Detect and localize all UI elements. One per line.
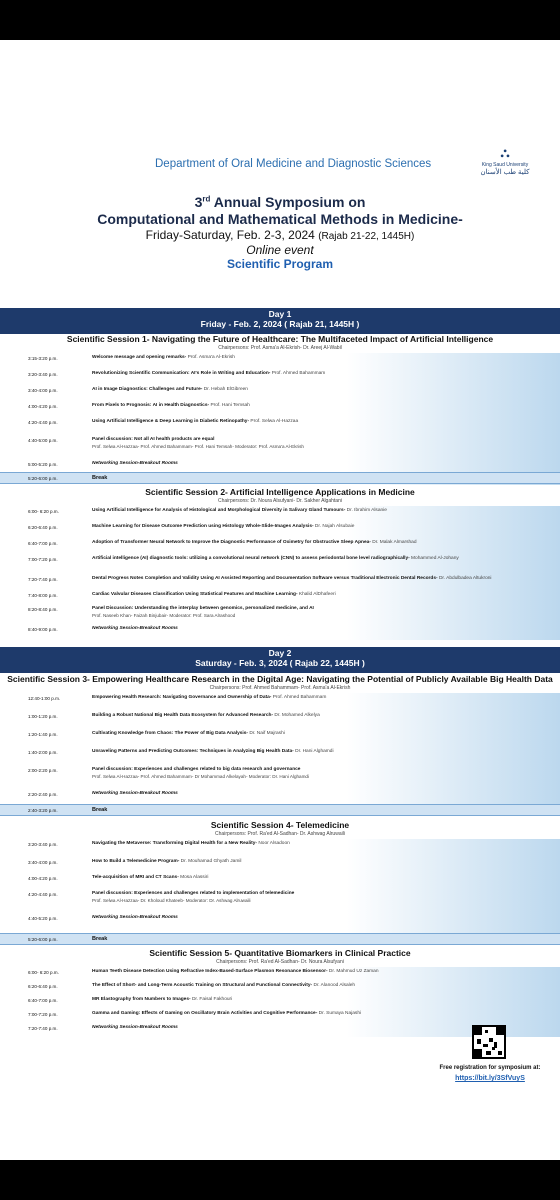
session-time: 7:20-7:40 p.m. [28,577,58,582]
talk-entry [92,387,554,393]
speaker-name: Dr. Alanood Alsaleh [312,983,356,988]
networking-session [92,791,554,797]
day-date: Saturday - Feb. 3, 2024 ( Rajab 22, 1445H ) [195,658,365,668]
talk-title: Building a Robust National Big Health Data Ecosystem for Advanced Research- [92,713,274,718]
bottom-frame [0,1160,560,1200]
session-title: Scientific Session 1- Navigating the Future of Healthcare: The Multifaceted Impact of Artificial Intelligence [66,334,494,344]
program-row [0,967,560,981]
talk-entry [92,731,554,737]
talk-title: Gamma and Gaming: Effects of Gaming on Oscillatory Brain Activities and Cognitive Performance- [92,1011,318,1016]
talk-title: Adoption of Transformer Neural Network to Improve the Diagnostic Performance of Oximetry for Obstructive Sleep Apnea- [92,540,371,545]
talk-title: Revolutionizing Scientific Communication: AI's Role in Writing and Education- [92,371,271,376]
program-row [0,765,560,789]
talk-entry [92,419,554,425]
talk-entry [92,606,554,612]
registration-text: Free registration for symposium at: [439,1065,541,1071]
logo-english-text: King Saud University [481,162,529,168]
symposium-title-line1: 3rd Annual Symposium on [194,194,366,210]
program-row [0,522,560,538]
talk-title: Artificial intelligence (AI) diagnostic tools: utilizing a convolutional neural network (CNN) to assess periodontal bone level radiographically- [92,556,410,561]
session-title: Scientific Session 4- Telemedicine [210,820,350,830]
program-row [0,857,560,873]
panelists: Prof. Naseeb Khan- Faizah Binjubair- Moderator: Prof. Sara Alrashood [92,613,236,618]
session-time: 3:20-3:40 p.m. [28,842,58,847]
session-time: 4:20-4:40 p.m. [28,892,58,897]
session-time: 6:00- 6:20 p.m. [28,970,59,975]
day-header-day1 [0,308,560,334]
speaker-name: Mosa Alassiri [178,875,209,880]
program-row [0,574,560,590]
talk-title: Networking Session-Breakout Rooms [92,1025,178,1030]
speaker-name: Dr. Mouhamad Ghyath Jamil [179,859,242,864]
session-time: 1:40-2:00 p.m. [28,750,58,755]
qr-module [498,1051,502,1055]
program-row [0,435,560,459]
event-dates: Friday-Saturday, Feb. 2-3, 2024 (Rajab 21-22, 1445H) [145,228,415,242]
talk-entry [92,713,554,719]
talk-title: Networking Session-Breakout Rooms [92,626,178,631]
session-time: 1:20-1:40 p.m. [28,732,58,737]
break-label: Break [92,475,108,481]
session-time: 6:40-7:00 p.m. [28,998,58,1003]
program-row [0,981,560,995]
session-time: 6:20-6:40 p.m. [28,525,58,530]
talk-entry [92,592,554,598]
talk-entry [92,371,554,377]
program-row [0,353,560,369]
talk-title: Panel Discussion: Understanding the interplay between genomics, personalized medicine, and AI [92,606,314,611]
top-frame [0,0,560,40]
day-label: Day 1 [268,309,292,319]
talk-title: Dental Progress Notes Completion and Validity Using AI Assisted Reporting and Documentation Software versus Traditional Electronic Dental Records- [92,576,438,581]
session-chairpersons: Chairpersons: Prof. Ra'ed Al-Sadhan- Dr. Ashwag Alruwaili [215,831,345,837]
session-time: 8:40-9:00 p.m. [28,627,58,632]
symposium-title-line2: Computational and Mathematical Methods in Medicine- [97,211,463,227]
registration-link[interactable]: https://bit.ly/3SfVuyS [455,1075,525,1082]
qr-module [496,1027,504,1035]
qr-module [477,1039,481,1044]
talk-entry [92,403,554,409]
qr-module [486,1051,491,1055]
talk-entry [92,859,554,865]
speaker-name: Dr. Hani Alghamdi [293,749,334,754]
session-time: 4:40-5:00 p.m. [28,438,58,443]
speaker-name: Dr. Faisal Fakhouri [190,997,233,1002]
break-time: 2:40-3:20 p.m. [28,808,58,813]
break-time: 5:20-6:00 p.m. [28,476,58,481]
talk-title: MR Elastography from Numbers to Images- [92,997,191,1002]
department-name: Department of Oral Medicine and Diagnostic Sciences [155,158,432,170]
break-row [0,804,560,816]
talk-entry [92,540,554,546]
program-row [0,538,560,554]
talk-entry [92,355,554,361]
session-time: 8:20-8:40 p.m. [28,607,58,612]
program-row [0,604,560,624]
break-row [0,472,560,484]
session-time: 7:00-7:20 p.m. [28,557,58,562]
program-row [0,624,560,640]
program-row [0,506,560,522]
qr-module [474,1027,482,1035]
program-row [0,873,560,889]
program-row [0,711,560,729]
session-chairpersons: Chairpersons: Prof. Ra'ed Al-Sadhan- Dr. Noura Alsufyani [216,959,344,965]
session-time: 3:40-4:00 p.m. [28,388,58,393]
networking-session [92,626,554,632]
speaker-name: Dr. Najah Alsubaie [313,524,355,529]
speaker-name: Dr. Sumaya Najashi [317,1011,362,1016]
session-time: 6:00- 6:20 p.m. [28,509,59,514]
program-row [0,889,560,913]
session-time: 12:40-1:00 p.m. [28,696,61,701]
program-row [0,417,560,435]
talk-entry [92,1011,554,1017]
session-time: 7:20-7:40 p.m. [28,1026,58,1031]
talk-entry [92,997,554,1003]
talk-entry [92,556,554,562]
program-row [0,995,560,1009]
session-time: 3:15-3:20 p.m. [28,356,58,361]
networking-session [92,461,554,467]
talk-entry [92,983,554,989]
speaker-name: Khalid AlDhafeeri [297,592,336,597]
session-time: 7:00-7:20 p.m. [28,1012,58,1017]
break-row [0,933,560,945]
talk-entry [92,969,554,975]
talk-title: Human Teeth Disease Detection Using Refractive Index-Based-Surface Plasmon Resonance Biosensor- [92,969,328,974]
program-row [0,554,560,574]
talk-entry [92,891,554,897]
talk-title: Cultivating Knowledge from Chaos: The Power of Big Data Analysis- [92,731,249,736]
program-row [0,693,560,711]
talk-title: Networking Session-Breakout Rooms [92,791,178,796]
qr-module [474,1049,482,1057]
session-time: 2:20-2:40 p.m. [28,792,58,797]
talk-title: Welcome message and opening remarks- [92,355,187,360]
program-row [0,747,560,765]
program-row [0,385,560,401]
program-row [0,369,560,385]
talk-entry [92,576,554,582]
speaker-name: Dr. Mohamed Alkelya [273,713,320,718]
speaker-name: Prof. Hani Temsah [209,403,250,408]
speaker-name: Mohammed Al-Johany [409,556,459,561]
scientific-program-heading: Scientific Program [226,257,334,271]
talk-title: How to Build a Telemedicine Program- [92,859,180,864]
talk-title: Unraveling Patterns and Predicting Outcomes: Techniques in Analyzing Big Health Data- [92,749,294,754]
panelists: Prof. Selwa Al-Hazzaa- Prof. Ahmed Bahammam- Dr Mohammad Alkelayah- Moderator: Dr. Hani Alghamdi [92,774,310,779]
speaker-name: Dr. Hebah ElGibreen [202,387,248,392]
talk-entry [92,767,554,773]
talk-entry [92,508,554,514]
session-time: 6:20-6:40 p.m. [28,984,58,989]
speaker-name: Dr. Naif Majrashi [248,731,285,736]
talk-entry [92,437,554,443]
qr-module [489,1038,493,1042]
session-chairpersons: Chairpersons: Prof. Ahmed Bahammam- Prof. Asma'a Al-Ekrish [209,685,351,691]
logo-emblem-icon: ⛬ [500,146,510,161]
session-time: 3:40-4:00 p.m. [28,860,58,865]
speaker-name: Dr. Malak Almarshad [370,540,417,545]
panelists: Prof. Selwa Al-Hazzaa- Dr. Kholoud Khateeb- Moderator: Dr. Ashwag Alruwaili [92,898,251,903]
university-logo [472,144,538,194]
talk-title: Empowering Health Research: Navigating Governance and Ownership of Data- [92,695,272,700]
session-time: 4:00-4:20 p.m. [28,876,58,881]
session-time: 7:40-8:00 p.m. [28,593,58,598]
talk-title: Machine Learning for Disease Outcome Prediction using Histology Whole-Slide-Images Analysis- [92,524,314,529]
speaker-name: Prof. Selwa Al-Hazzaa [249,419,299,424]
program-row [0,913,560,933]
day-header-day2 [0,647,560,673]
talk-title: Panel discussion: Experiences and challenges related to big data research and governance [92,767,301,772]
session-time: 4:00-4:20 p.m. [28,404,58,409]
talk-entry [92,695,554,701]
talk-title: From Pixels to Prognosis: AI in Health Diagnostics- [92,403,210,408]
online-event-label: Online event [246,243,314,257]
talk-entry [92,875,554,881]
speaker-name: Prof. Ahmed Bahammam [270,371,326,376]
session-title: Scientific Session 2- Artificial Intelligence Applications in Medicine [145,487,415,497]
program-row [0,590,560,604]
speaker-name: Dr. Mahmud Uz Zaman [327,969,379,974]
session-time: 1:00-1:20 p.m. [28,714,58,719]
networking-session [92,915,554,921]
speaker-name: Prof. Ahmed Bahammam [271,695,327,700]
program-row [0,401,560,417]
logo-arabic-text: كلية طب الأسنان [480,169,530,176]
session-time: 4:20-4:40 p.m. [28,420,58,425]
talk-title: Tele-acquisition of MRI and CT Scans- [92,875,179,880]
talk-title: Using Artificial Intelligence for Analysis of Histological and Morphological Diversity in Salivary Gland Tumours- [92,508,346,513]
talk-title: Cardiac Valvular Diseases Classification Using Statistical Features and Machine Learning- [92,592,298,597]
session-time: 6:40-7:00 p.m. [28,541,58,546]
qr-module [483,1044,488,1047]
talk-entry [92,524,554,530]
talk-title: Networking Session-Breakout Rooms [92,915,178,920]
qr-module [485,1030,488,1033]
talk-title: Panel discussion: Experiences and challenges related to implementation of telemedicine [92,891,295,896]
qr-module [492,1047,495,1050]
day-date: Friday - Feb. 2, 2024 ( Rajab 21, 1445H ) [200,319,360,329]
talk-title: The Effect of Short- and Long-Term Acoustic Training on Structural and Functional Connectivity- [92,983,313,988]
talk-title: AI in Image Diagnostics: Challenges and Future- [92,387,203,392]
session-time: 2:00-2:20 p.m. [28,768,58,773]
poster-page [0,40,560,1160]
session-time: 5:00-5:20 p.m. [28,462,58,467]
day-label: Day 2 [268,648,292,658]
program-row [0,839,560,857]
session-chairpersons: Chairpersons: Prof. Asma'a Al-Ekrish- Dr. Areej Al-Wabil [218,345,342,351]
talk-title: Navigating the Metaverse: Transforming Digital Health for a New Reality- [92,841,257,846]
break-label: Break [92,807,108,813]
session-title: Scientific Session 3- Empowering Healthcare Research in the Digital Age: Navigating the Potential of Publicly Available Big Health Data [7,674,553,684]
session-chairpersons: Chairpersons: Dr. Noura Alsufyani- Dr. Sakher Algahtani [218,498,342,504]
session-time: 4:40-5:20 p.m. [28,916,58,921]
break-time: 5:20-6:00 p.m. [28,937,58,942]
talk-entry [92,841,554,847]
speaker-name: Noor Alsadoon [257,841,290,846]
program-row [0,1009,560,1023]
speaker-name: Dr. Abdulbadea Altukroni [437,576,492,581]
speaker-name: Prof. Asma'a Al-Ekrish [186,355,235,360]
qr-code[interactable] [472,1025,506,1059]
session-title: Scientific Session 5- Quantitative Biomarkers in Clinical Practice [149,948,411,958]
talk-title: Panel discussion: Not all AI health products are equal [92,437,215,442]
speaker-name: Dr. Ibrahim Alsanie [345,508,387,513]
program-row [0,729,560,747]
session-time: 3:20-3:40 p.m. [28,372,58,377]
talk-title: Networking Session-Breakout Rooms [92,461,178,466]
talk-title: Using Artificial Intelligence & Deep Learning in Diabetic Retinopathy- [92,419,250,424]
break-label: Break [92,936,108,942]
talk-entry [92,749,554,755]
panelists: Prof. Selwa Al-Hazzaa- Prof. Ahmed Bahammam- Prof. Hani Temsah- Moderator: Prof. Asma'a Al-Ekrish [92,444,304,449]
